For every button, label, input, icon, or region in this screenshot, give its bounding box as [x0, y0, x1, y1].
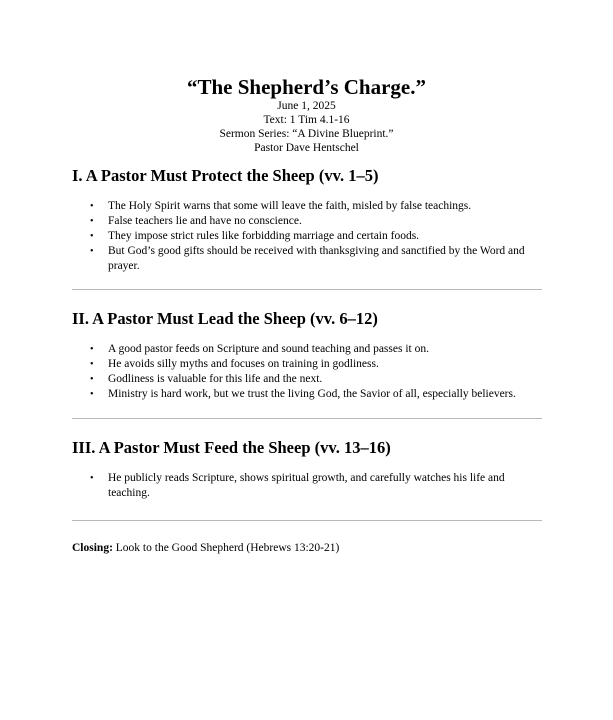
- list-item: • He publicly reads Scripture, shows spiritual growth, and carefully watches his life and teaching.: [108, 471, 546, 501]
- document-title: “The Shepherd’s Charge.”: [187, 75, 426, 99]
- list-item: • False teachers lie and have no conscience.: [108, 214, 546, 229]
- pastor-name: Pastor Dave Hentschel: [254, 142, 359, 154]
- closing-line: [72, 541, 339, 556]
- list-item: • A good pastor feeds on Scripture and sound teaching and passes it on.: [108, 342, 546, 357]
- section-divider: [72, 289, 542, 290]
- section-feed: [72, 438, 546, 501]
- sermon-series: Sermon Series: “A Divine Blueprint.”: [219, 128, 394, 140]
- list-item: • Godliness is valuable for this life and the next.: [108, 372, 546, 387]
- section-divider: [72, 520, 542, 521]
- closing-text: Look to the Good Shepherd (Hebrews 13:20-21): [115, 542, 340, 554]
- sermon-date: June 1, 2025: [277, 100, 336, 112]
- bullet-list: [72, 471, 546, 501]
- list-item: • They impose strict rules like forbidding marriage and certain foods.: [108, 229, 546, 244]
- scripture-text: Text: 1 Tim 4.1-16: [263, 114, 350, 126]
- section-heading: II. A Pastor Must Lead the Sheep (vv. 6–12): [72, 309, 378, 328]
- bullet-list: [72, 199, 546, 274]
- closing-label: Closing:: [72, 542, 113, 554]
- list-item: • Ministry is hard work, but we trust the living God, the Savior of all, especially believers.: [108, 387, 546, 402]
- bullet-list: [72, 342, 546, 402]
- section-heading: III. A Pastor Must Feed the Sheep (vv. 13–16): [72, 438, 391, 457]
- list-item: • The Holy Spirit warns that some will leave the faith, misled by false teachings.: [108, 199, 546, 214]
- list-item: • He avoids silly myths and focuses on training in godliness.: [108, 357, 546, 372]
- section-protect: [72, 166, 546, 274]
- section-lead: [72, 309, 546, 402]
- list-item: • But God’s good gifts should be received with thanksgiving and sanctified by the Word and prayer.: [108, 244, 546, 274]
- section-divider: [72, 418, 542, 419]
- section-heading: I. A Pastor Must Protect the Sheep (vv. 1–5): [72, 166, 379, 185]
- document-header: [0, 75, 613, 155]
